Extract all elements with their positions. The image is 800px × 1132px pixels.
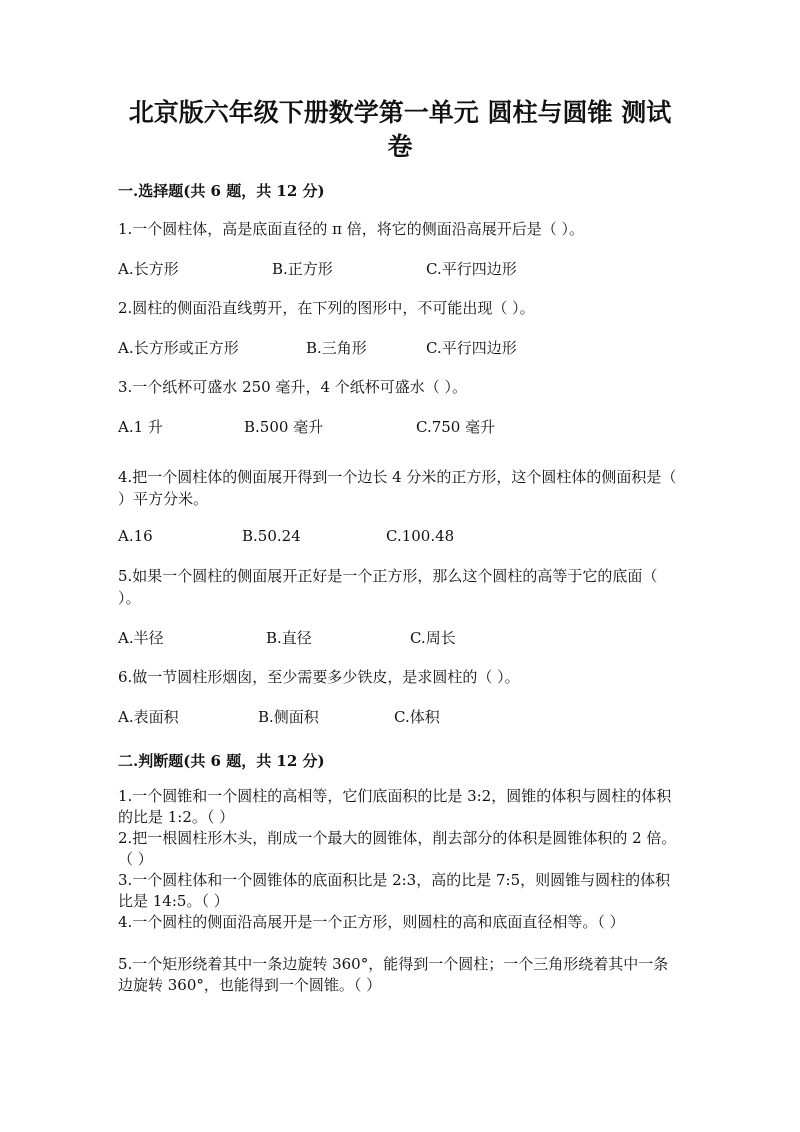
option-b[interactable]: B.500 毫升	[244, 418, 324, 436]
question-4: 4.把一个圆柱体的侧面展开得到一个边长 4 分米的正方形，这个圆柱体的侧面积是（ ）平方分米。	[118, 468, 677, 508]
option-c[interactable]: C.周长	[410, 629, 456, 647]
question-1: 1.一个圆柱体，高是底面直径的 π 倍，将它的侧面沿高展开后是（ ）。	[118, 220, 584, 238]
option-a[interactable]: A.长方形	[118, 260, 179, 278]
option-b[interactable]: B.直径	[266, 629, 312, 647]
tf-item-4: 4.一个圆柱的侧面沿高展开是一个正方形，则圆柱的高和底面直径相等。（ ）	[118, 913, 625, 931]
option-c[interactable]: C.平行四边形	[426, 339, 517, 357]
tf-item-2: 2.把一根圆柱形木头，削成一个最大的圆锥体，削去部分的体积是圆锥体积的 2 倍。（ ）	[118, 829, 677, 868]
tf-item-5: 5.一个矩形绕着其中一条边旋转 360°，能得到一个圆柱；一个三角形绕着其中一条边旋转 360°，也能得到一个圆锥。（ ）	[118, 955, 669, 994]
question-6: 6.做一节圆柱形烟囱，至少需要多少铁皮，是求圆柱的（ ）。	[118, 668, 520, 686]
question-5-options	[118, 627, 678, 649]
option-c[interactable]: C.750 毫升	[416, 418, 496, 436]
option-c[interactable]: C.100.48	[386, 527, 455, 545]
question-2: 2.圆柱的侧面沿直线剪开，在下列的图形中，不可能出现（ ）。	[118, 299, 535, 317]
question-3-options	[118, 416, 678, 438]
tf-item-3: 3.一个圆柱体和一个圆锥体的底面积比是 2:3，高的比是 7:5，则圆锥与圆柱的体积比是 14:5。（ ）	[118, 871, 671, 910]
section-heading-choice: 一.选择题(共 6 题，共 12 分)	[118, 182, 325, 200]
option-c[interactable]: C.体积	[394, 708, 440, 726]
option-b[interactable]: B.正方形	[272, 260, 333, 278]
tf-item-1: 1.一个圆锥和一个圆柱的高相等，它们底面积的比是 3:2，圆锥的体积与圆柱的体积的比是 1:2。（ ）	[118, 787, 672, 826]
option-a[interactable]: A.半径	[118, 629, 164, 647]
option-c[interactable]: C.平行四边形	[426, 260, 517, 278]
question-3: 3.一个纸杯可盛水 250 毫升，4 个纸杯可盛水（ ）。	[118, 378, 468, 396]
question-4-options	[118, 527, 678, 549]
question-1-options	[118, 258, 678, 280]
option-a[interactable]: A.1 升	[118, 418, 163, 436]
option-a[interactable]: A.16	[118, 527, 153, 545]
page-title: 北京版六年级下册数学第一单元 圆柱与圆锥 测试卷	[128, 98, 672, 161]
question-2-options	[118, 337, 678, 359]
section-heading-true-false: 二.判断题(共 6 题，共 12 分)	[118, 752, 325, 770]
option-b[interactable]: B.侧面积	[258, 708, 319, 726]
option-b[interactable]: B.三角形	[306, 339, 367, 357]
option-a[interactable]: A.表面积	[118, 708, 179, 726]
option-a[interactable]: A.长方形或正方形	[118, 339, 239, 357]
option-b[interactable]: B.50.24	[242, 527, 301, 545]
question-6-options	[118, 706, 678, 728]
question-5: 5.如果一个圆柱的侧面展开正好是一个正方形，那么这个圆柱的高等于它的底面（ ）。	[118, 567, 658, 607]
